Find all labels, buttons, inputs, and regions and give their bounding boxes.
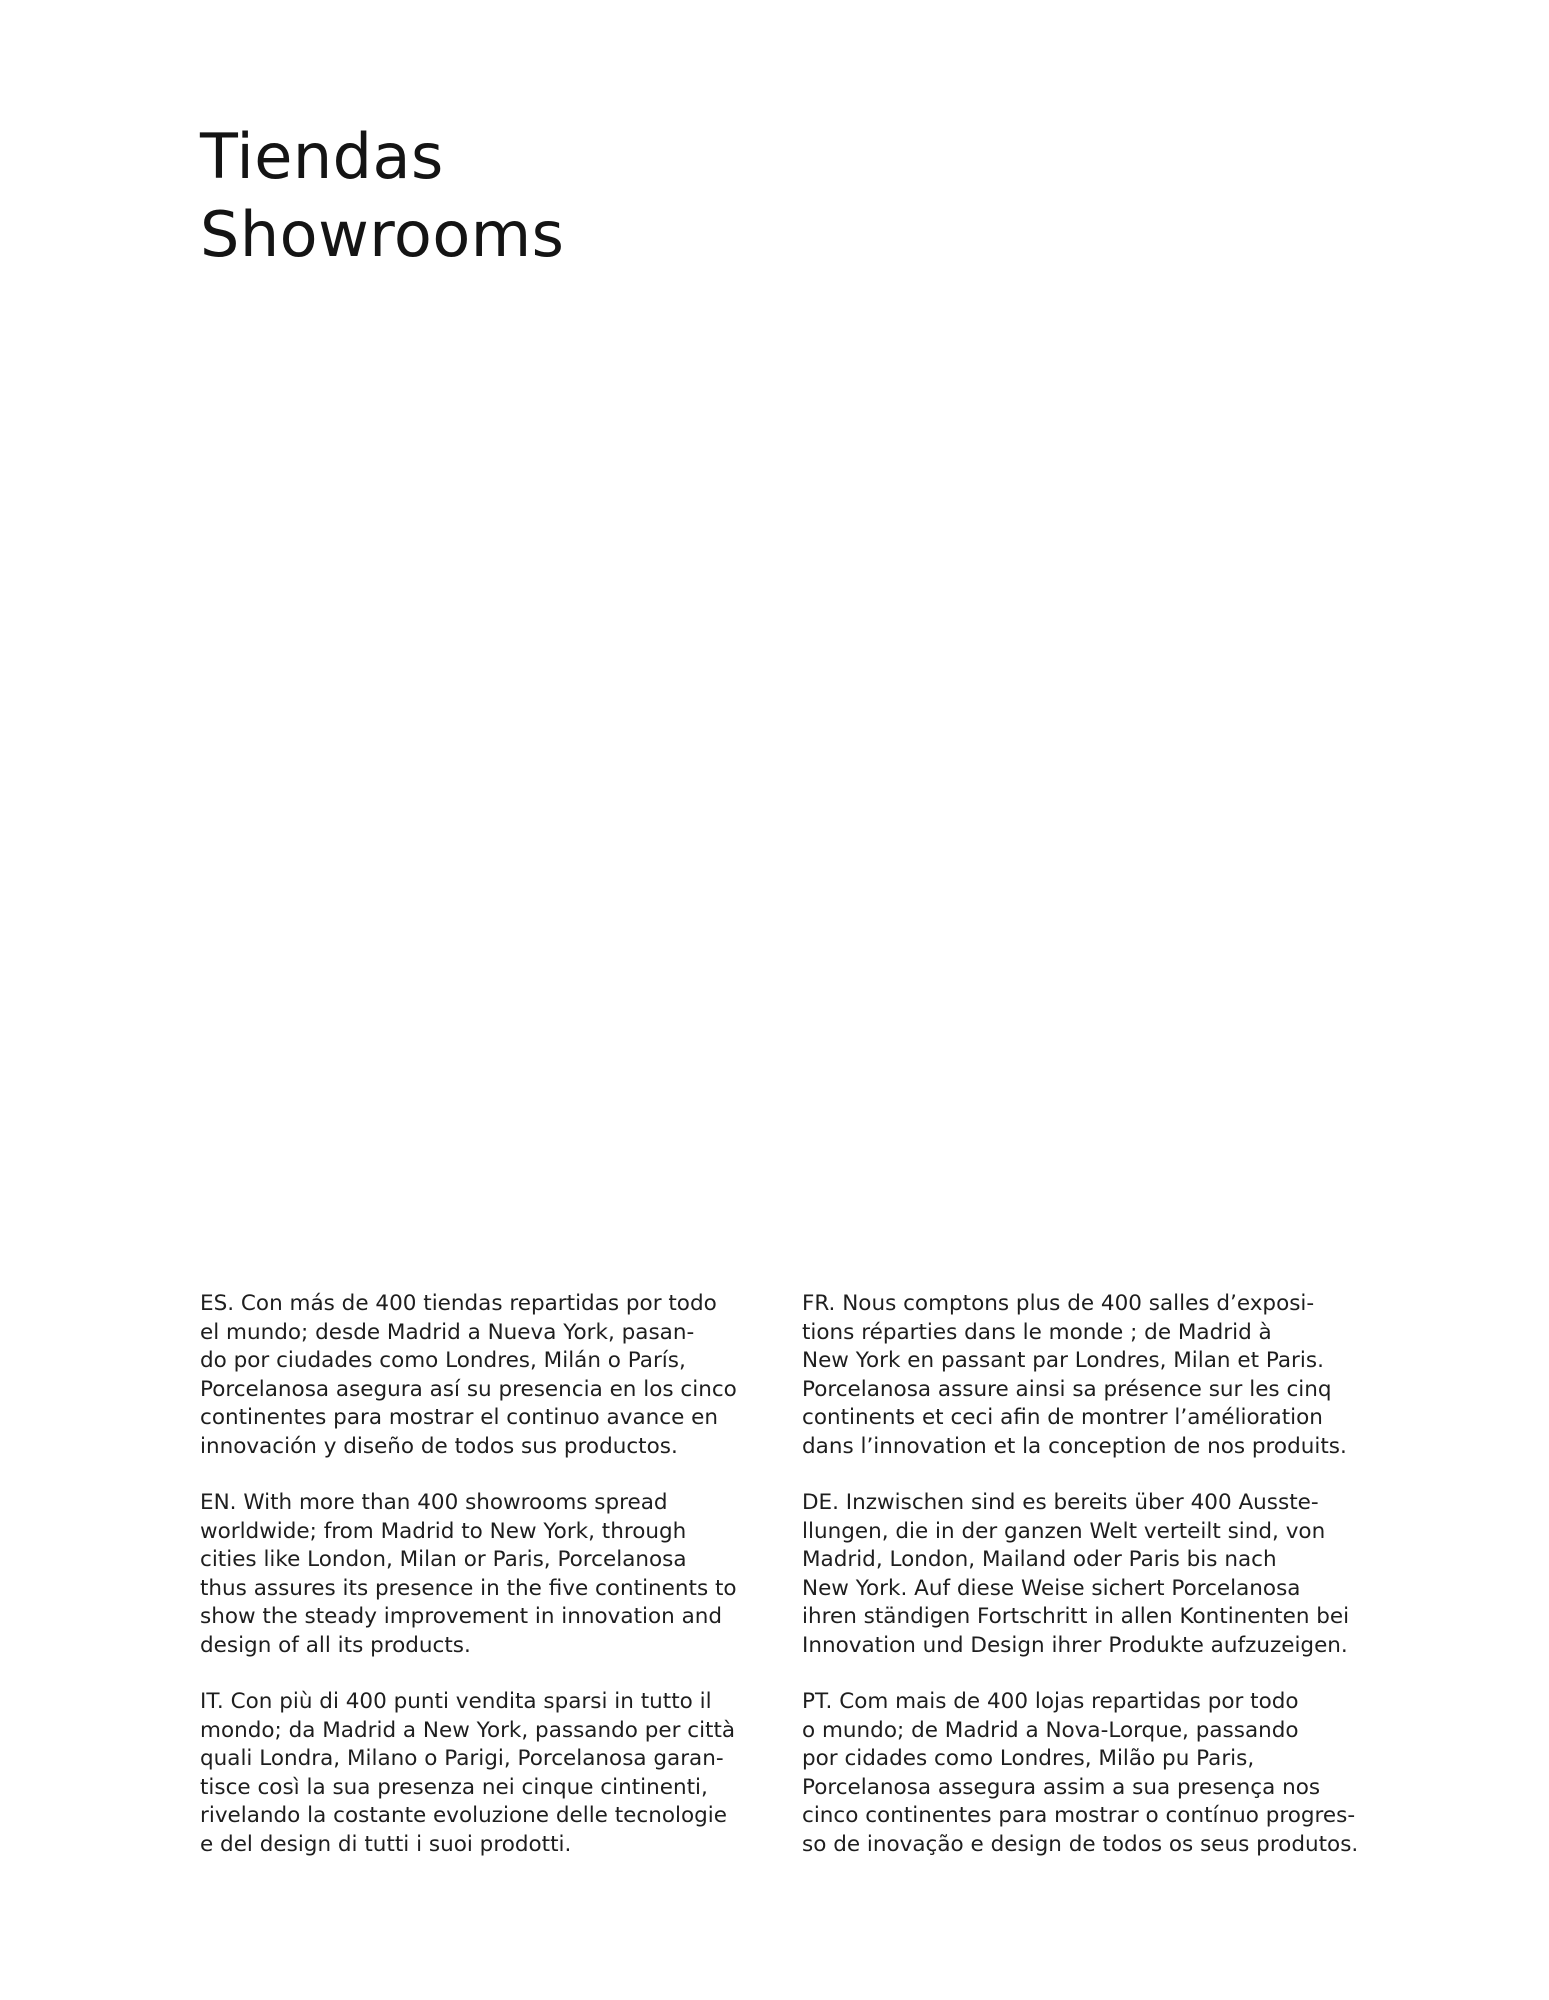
- paragraph-de: [802, 1489, 1382, 1660]
- paragraph-line: tions réparties dans le monde ; de Madrid à: [802, 1319, 1272, 1345]
- paragraph-line: llungen, die in der ganzen Welt verteilt sind, von: [802, 1518, 1326, 1544]
- paragraph-line: ihren ständigen Fortschritt in allen Kontinenten bei: [802, 1604, 1350, 1629]
- paragraph-line: cinco continentes para mostrar o contínuo progres-: [802, 1803, 1356, 1828]
- paragraph-line: DE. Inzwischen sind es bereits über 400 Ausste-: [802, 1490, 1319, 1515]
- paragraph-line: thus assures its presence in the five continents to: [200, 1575, 737, 1601]
- paragraph-line: Porcelanosa asegura así su presencia en los cinco: [200, 1376, 737, 1402]
- paragraph-line: show the steady improvement in innovation and: [200, 1604, 723, 1629]
- paragraph-line: innovación y diseño de todos sus productos.: [200, 1433, 678, 1459]
- paragraph-line: New York en passant par Londres, Milan et Paris.: [802, 1348, 1324, 1373]
- paragraph-fr: [802, 1290, 1382, 1461]
- text-column-left: [200, 1290, 780, 1887]
- paragraph-line: New York. Auf diese Weise sichert Porcelanosa: [802, 1575, 1301, 1601]
- paragraph-line: Porcelanosa assegura assim a sua presença nos: [802, 1774, 1321, 1800]
- paragraph-line: continents et ceci afin de montrer l’amélioration: [802, 1405, 1323, 1430]
- paragraph-line: Madrid, London, Mailand oder Paris bis nach: [802, 1547, 1277, 1572]
- paragraph-line: Innovation und Design ihrer Produkte aufzuzeigen.: [802, 1632, 1348, 1658]
- paragraph-line: mondo; da Madrid a New York, passando per città: [200, 1717, 736, 1743]
- paragraph-line: do por ciudades como Londres, Milán o París,: [200, 1348, 686, 1373]
- page-title-line-2: Showrooms: [200, 198, 565, 271]
- paragraph-line: rivelando la costante evoluzione delle tecnologie: [200, 1803, 727, 1828]
- paragraph-line: cities like London, Milan or Paris, Porcelanosa: [200, 1547, 687, 1572]
- paragraph-line: el mundo; desde Madrid a Nueva York, pasan-: [200, 1319, 695, 1345]
- paragraph-line: continentes para mostrar el continuo avance en: [200, 1405, 718, 1430]
- paragraph-line: PT. Com mais de 400 lojas repartidas por todo: [802, 1689, 1299, 1714]
- paragraph-line: quali Londra, Milano o Parigi, Porcelanosa garan-: [200, 1746, 724, 1771]
- paragraph-line: design of all its products.: [200, 1632, 471, 1658]
- paragraph-line: dans l’innovation et la conception de nos produits.: [802, 1433, 1347, 1459]
- paragraph-line: tisce così la sua presenza nei cinque cintinenti,: [200, 1774, 708, 1800]
- paragraph-pt: [802, 1688, 1382, 1859]
- paragraph-line: IT. Con più di 400 punti vendita sparsi in tutto il: [200, 1689, 712, 1714]
- paragraph-line: o mundo; de Madrid a Nova-Lorque, passando: [802, 1717, 1299, 1743]
- paragraph-es: [200, 1290, 780, 1461]
- paragraph-line: e del design di tutti i suoi prodotti.: [200, 1831, 572, 1857]
- paragraph-line: Porcelanosa assure ainsi sa présence sur les cinq: [802, 1376, 1332, 1402]
- paragraph-en: [200, 1489, 780, 1660]
- paragraph-line: EN. With more than 400 showrooms spread: [200, 1490, 668, 1515]
- paragraph-line: worldwide; from Madrid to New York, through: [200, 1518, 687, 1544]
- text-column-right: [802, 1290, 1382, 1887]
- paragraph-it: [200, 1688, 780, 1859]
- page-title: [200, 118, 564, 274]
- page-title-line-1: Tiendas: [200, 120, 444, 193]
- paragraph-line: por cidades como Londres, Milão pu Paris,: [802, 1746, 1255, 1771]
- paragraph-line: so de inovação e design de todos os seus produtos.: [802, 1831, 1359, 1857]
- paragraph-line: ES. Con más de 400 tiendas repartidas por todo: [200, 1291, 717, 1316]
- paragraph-line: FR. Nous comptons plus de 400 salles d’exposi-: [802, 1291, 1315, 1316]
